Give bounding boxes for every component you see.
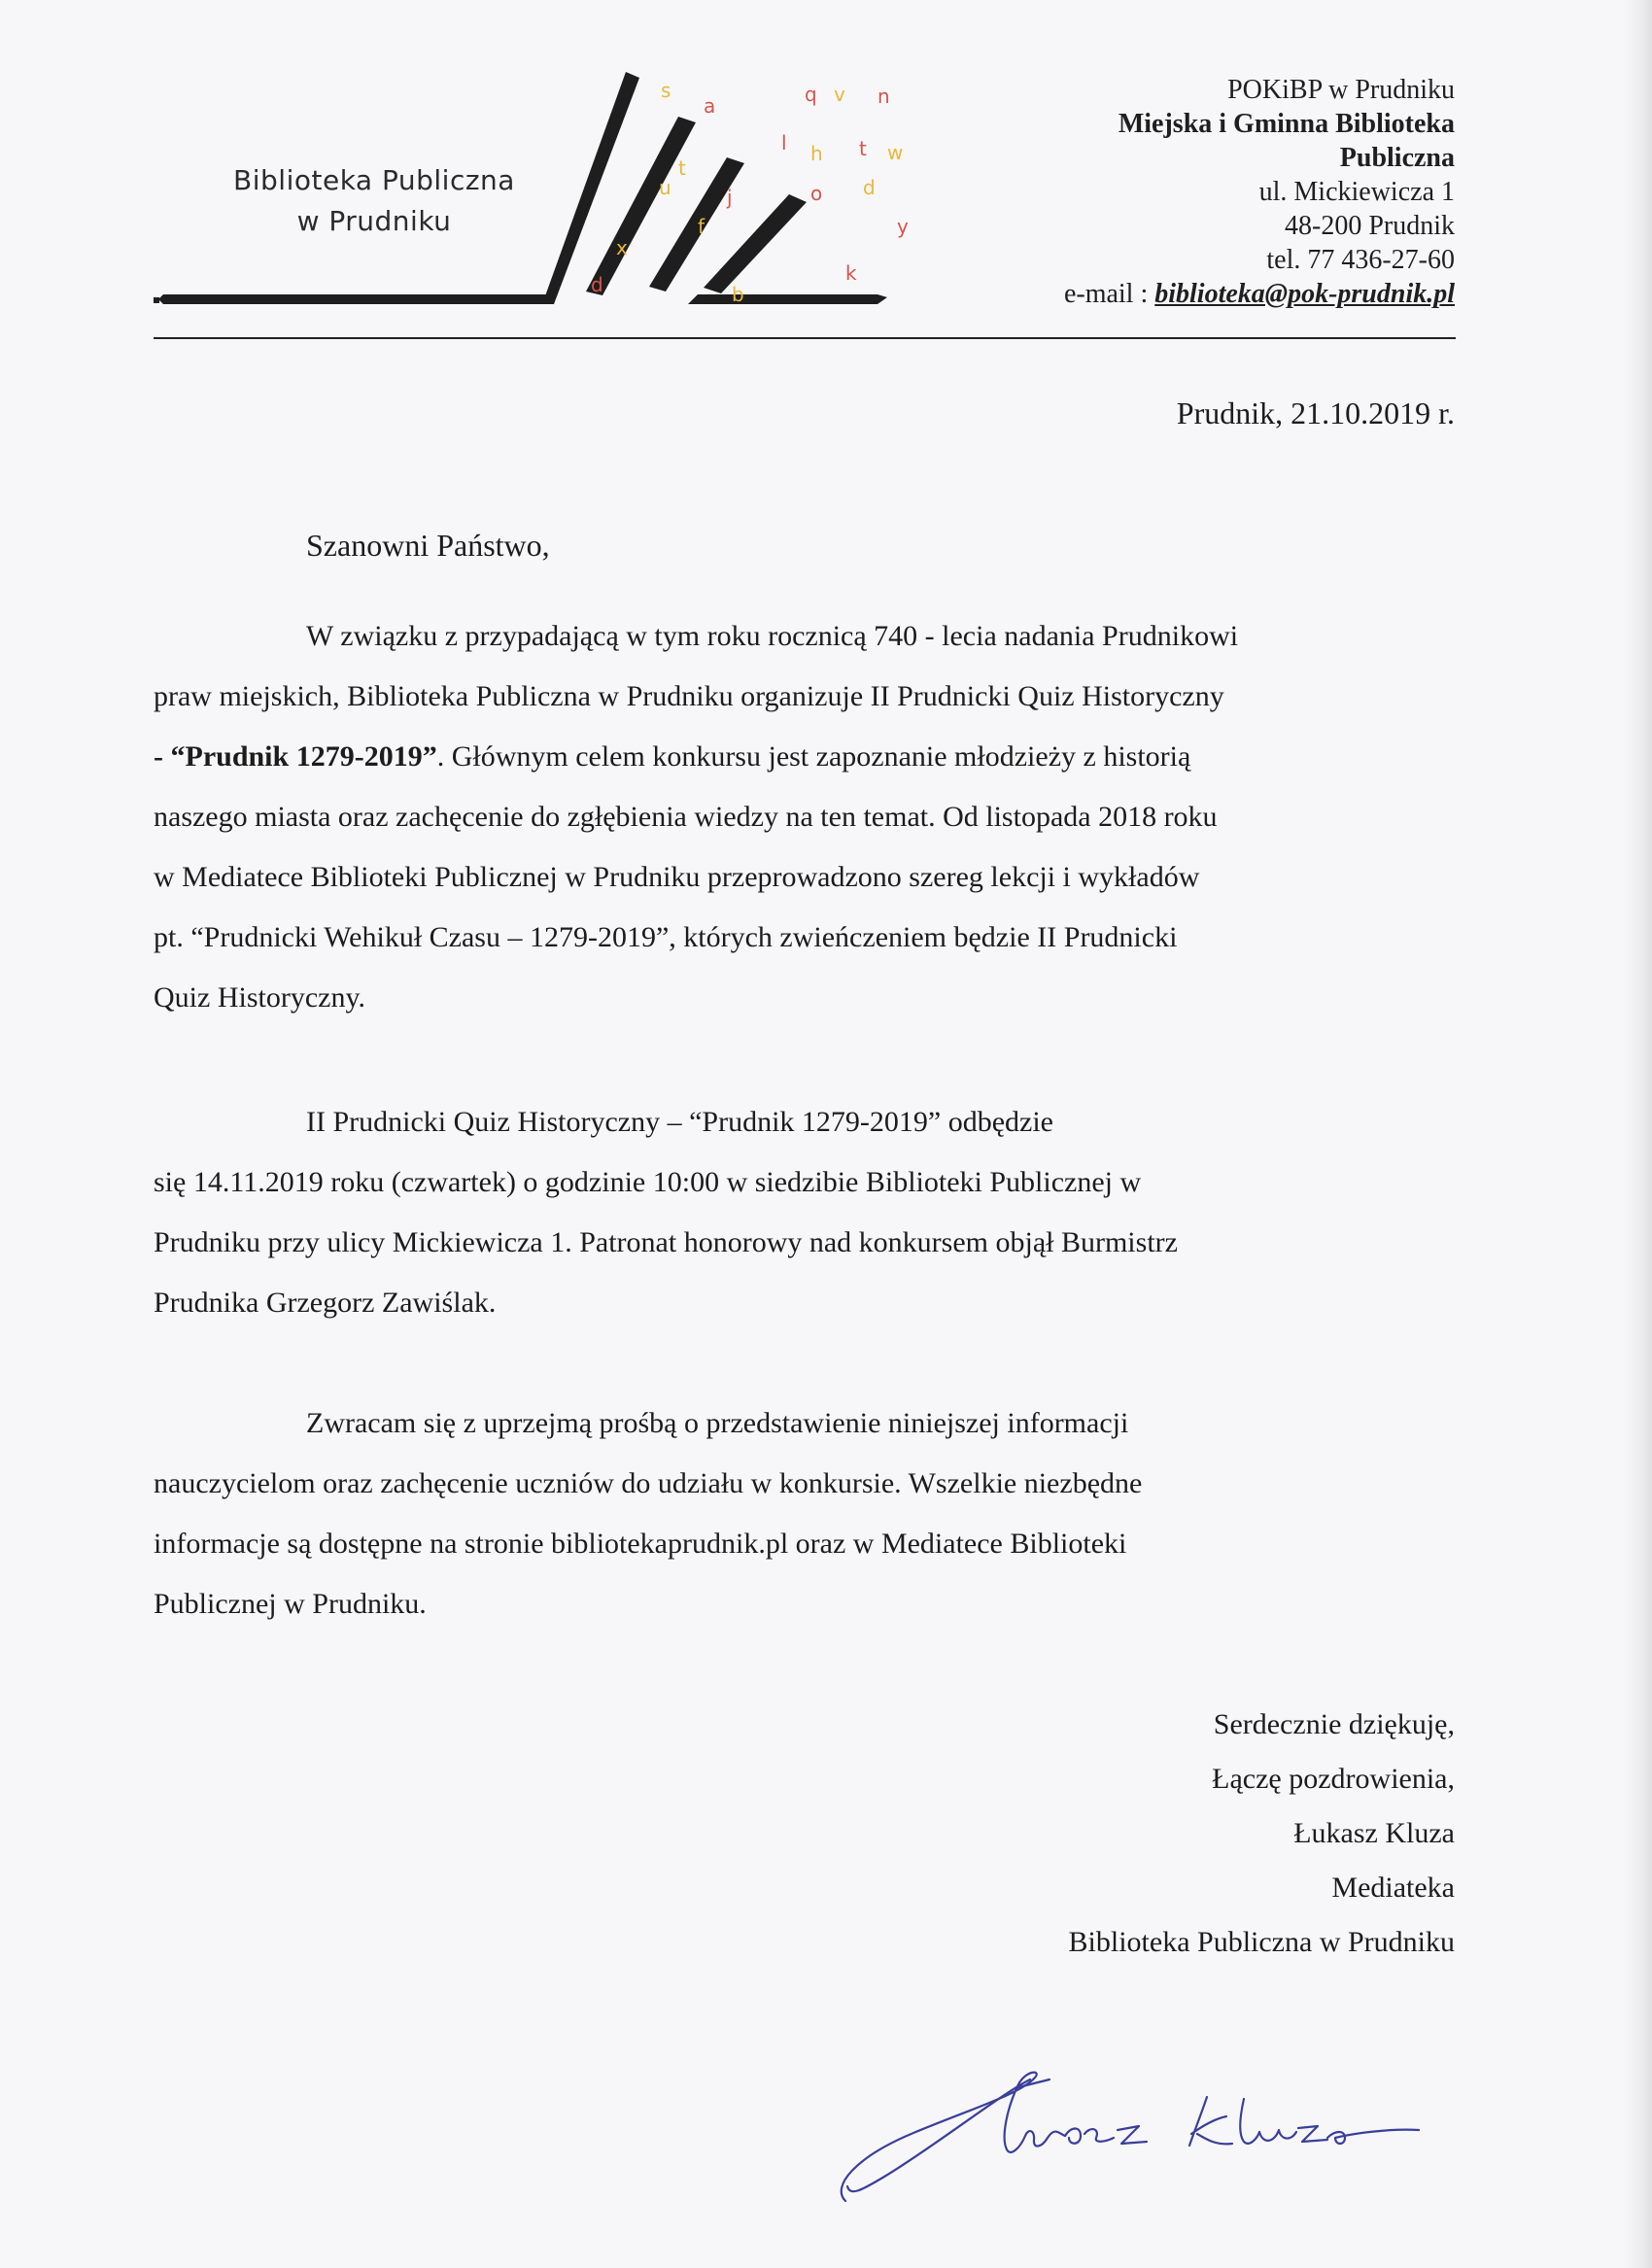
svg-text:d: d bbox=[863, 176, 876, 199]
svg-text:s: s bbox=[661, 79, 671, 102]
svg-text:l: l bbox=[781, 131, 787, 155]
contact-email-label: e-mail : bbox=[1063, 279, 1155, 309]
paragraph-line: Prudniku przy ulicy Mickiewicza 1. Patronat honorowy nad konkursem objął Burmistrz bbox=[154, 1226, 1178, 1258]
contact-email-link[interactable]: biblioteka@pok-prudnik.pl bbox=[1154, 279, 1455, 309]
paragraph-line: Publicznej w Prudniku. bbox=[154, 1588, 427, 1620]
svg-text:a: a bbox=[704, 94, 716, 118]
svg-text:f: f bbox=[698, 215, 706, 238]
logo-text-line2: w Prudniku bbox=[296, 205, 452, 237]
handwritten-signature bbox=[826, 2041, 1458, 2216]
paragraph-line: praw miejskich, Biblioteka Publiczna w Prudniku organizuje II Prudnicki Quiz Historyczny bbox=[154, 680, 1224, 712]
svg-text:o: o bbox=[810, 182, 823, 205]
closing-block bbox=[1069, 1698, 1455, 1970]
contact-library-name-1: Miejska i Gminna Biblioteka bbox=[1118, 109, 1455, 139]
contact-phone: tel. 77 436-27-60 bbox=[1266, 245, 1455, 275]
paragraph-line bbox=[154, 727, 1456, 787]
paragraph-line: Prudnika Grzegorz Zawiślak. bbox=[154, 1287, 497, 1319]
logo-text-line1: Biblioteka Publiczna bbox=[233, 164, 515, 196]
svg-text:n: n bbox=[878, 85, 890, 108]
contact-library-name-2: Publiczna bbox=[1339, 143, 1455, 173]
svg-text:d: d bbox=[591, 273, 603, 296]
paragraph-line: naszego miasta oraz zachęcenie do zgłębienia wiedzy na ten temat. Od listopada 2018 roku bbox=[154, 801, 1218, 833]
svg-text:j: j bbox=[727, 186, 733, 209]
svg-text:y: y bbox=[897, 215, 909, 238]
svg-text:w: w bbox=[887, 141, 904, 164]
svg-text:h: h bbox=[810, 142, 823, 165]
salutation: Szanowni Państwo, bbox=[306, 528, 550, 563]
paragraph-line: II Prudnicki Quiz Historyczny – “Prudnik 1279-2019” odbędzie bbox=[306, 1106, 1053, 1138]
svg-text:q: q bbox=[805, 83, 817, 106]
contact-email-row bbox=[1064, 277, 1455, 311]
paragraph-line: w Mediatece Biblioteki Publicznej w Prudniku przeprowadzono szereg lekcji i wykładów bbox=[154, 861, 1200, 893]
paragraph-2 bbox=[154, 1092, 1456, 1333]
svg-text:t: t bbox=[859, 137, 867, 160]
paragraph-line: informacje są dostępne na stronie bibliotekaprudnik.pl oraz w Mediatece Biblioteki bbox=[154, 1528, 1127, 1560]
contact-street: ul. Mickiewicza 1 bbox=[1258, 177, 1455, 207]
svg-text:k: k bbox=[845, 261, 857, 285]
paragraph-line: pt. “Prudnicki Wehikuł Czasu – 1279-2019”, których zwieńczeniem będzie II Prudnicki bbox=[154, 921, 1178, 953]
quiz-title: - “Prudnik 1279-2019” bbox=[154, 740, 437, 773]
closing-regards: Łączę pozdrowienia, bbox=[1212, 1763, 1455, 1795]
paragraph-1 bbox=[154, 606, 1456, 1028]
paragraph-line-rest: . Głównym celem konkursu jest zapoznanie młodzieży z historią bbox=[436, 740, 1191, 773]
paragraph-line: nauczycielom oraz zachęcenie uczniów do udziału w konkursie. Wszelkie niezbędne bbox=[154, 1467, 1143, 1499]
svg-text:t: t bbox=[678, 156, 686, 180]
signer-institution: Biblioteka Publiczna w Prudniku bbox=[1068, 1926, 1455, 1958]
contact-city: 48-200 Prudnik bbox=[1285, 211, 1455, 241]
contact-block bbox=[1064, 73, 1455, 311]
paragraph-3 bbox=[154, 1393, 1456, 1634]
paragraph-line: Quiz Historyczny. bbox=[154, 981, 365, 1014]
scan-edge-shadow bbox=[1623, 0, 1652, 2268]
contact-institution: POKiBP w Prudniku bbox=[1227, 75, 1455, 105]
closing-thanks: Serdecznie dziękuję, bbox=[1213, 1708, 1455, 1740]
paragraph-line: się 14.11.2019 roku (czwartek) o godzinie 10:00 w siedzibie Biblioteki Publicznej w bbox=[154, 1166, 1142, 1198]
svg-text:x: x bbox=[616, 236, 628, 259]
signer-department: Mediateka bbox=[1331, 1872, 1455, 1904]
svg-text:v: v bbox=[834, 83, 845, 106]
paragraph-line: Zwracam się z uprzejmą prośbą o przedstawienie niniejszej informacji bbox=[306, 1407, 1129, 1439]
logo-text bbox=[199, 160, 549, 242]
signer-name: Łukasz Kluza bbox=[1293, 1817, 1455, 1849]
paragraph-line: W związku z przypadającą w tym roku rocznicą 740 - lecia nadania Prudnikowi bbox=[306, 620, 1239, 652]
svg-text:b: b bbox=[732, 283, 744, 306]
letterhead-divider bbox=[154, 337, 1456, 339]
letter-date: Prudnik, 21.10.2019 r. bbox=[1176, 395, 1455, 430]
svg-text:u: u bbox=[659, 176, 671, 199]
